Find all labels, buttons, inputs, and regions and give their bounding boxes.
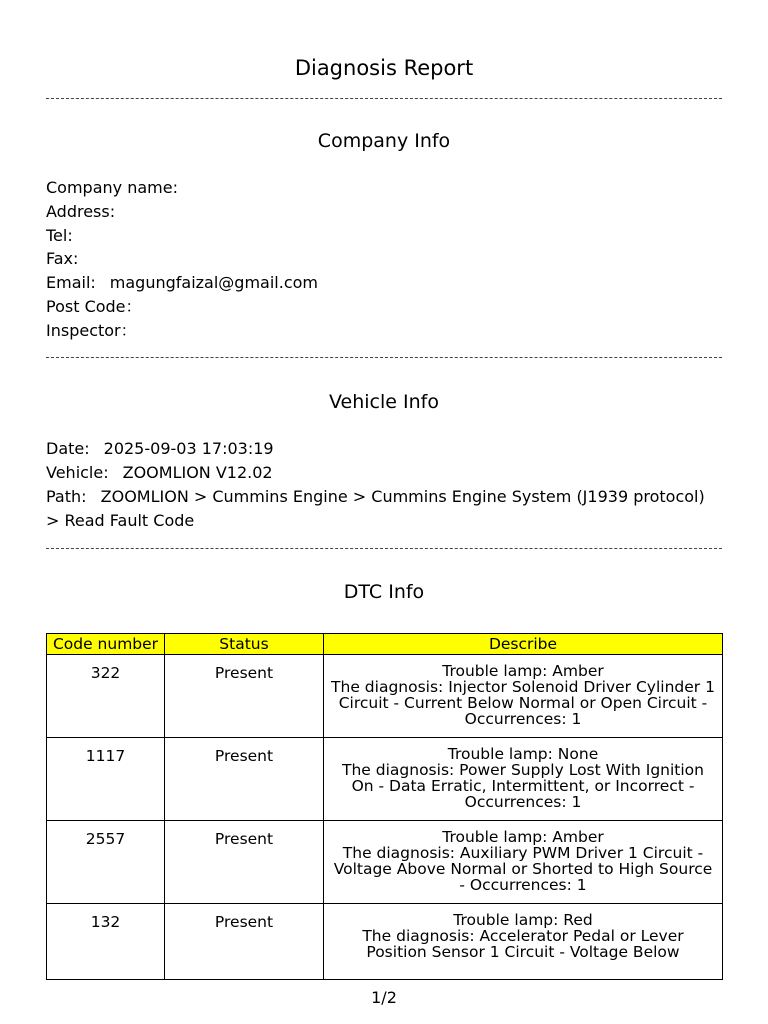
dtc-code: 1117: [47, 738, 165, 821]
company-name-row: [46, 177, 178, 199]
date-label: Date:: [46, 439, 90, 458]
dtc-describe: [324, 904, 723, 980]
address-label: Address:: [46, 202, 116, 221]
address-row: [46, 201, 115, 223]
divider: [46, 357, 722, 358]
dtc-describe: [324, 738, 723, 821]
dtc-diagnosis: The diagnosis: Injector Solenoid Driver Cylinder 1 Circuit - Current Below Normal or Open Circuit - Occurrences: 1: [331, 678, 715, 728]
dtc-describe: [324, 821, 723, 904]
dtc-status: Present: [165, 904, 324, 980]
dtc-lamp: Trouble lamp: Red: [453, 911, 593, 929]
date-row: [46, 438, 274, 460]
email-label: Email:: [46, 273, 96, 292]
post-code-row: [46, 296, 142, 318]
dtc-table: [46, 633, 723, 980]
dtc-lamp: Trouble lamp: Amber: [442, 662, 604, 680]
dtc-code: 132: [47, 904, 165, 980]
vehicle-row: [46, 462, 273, 484]
fax-label: Fax:: [46, 249, 79, 268]
dtc-status: Present: [165, 738, 324, 821]
tel-label: Tel:: [46, 226, 73, 245]
divider: [46, 98, 722, 99]
dtc-code: 2557: [47, 821, 165, 904]
page-number: 1/2: [371, 988, 397, 1007]
table-row: [47, 821, 723, 904]
email-row: [46, 272, 318, 294]
column-header-code: Code number: [47, 634, 165, 655]
dtc-table-header: [47, 634, 723, 655]
table-row: [47, 738, 723, 821]
dtc-lamp: Trouble lamp: None: [447, 745, 599, 763]
inspector-row: [46, 320, 137, 342]
table-row: [47, 904, 723, 980]
dtc-lamp: Trouble lamp: Amber: [442, 828, 604, 846]
dtc-diagnosis: The diagnosis: Accelerator Pedal or Lever Position Sensor 1 Circuit - Voltage Below: [362, 927, 684, 961]
date-value: 2025-09-03 17:03:19: [103, 439, 274, 458]
dtc-diagnosis: The diagnosis: Auxiliary PWM Driver 1 Circuit - Voltage Above Normal or Shorted to High Source - Occurrences: 1: [333, 844, 713, 894]
email-value: magungfaizal@gmail.com: [109, 273, 318, 292]
dtc-status: Present: [165, 821, 324, 904]
dtc-code: 322: [47, 655, 165, 738]
column-header-status: Status: [165, 634, 324, 655]
vehicle-info-heading: Vehicle Info: [329, 391, 439, 413]
inspector-label: Inspector：: [46, 321, 137, 340]
path-value: ZOOMLION > Cummins Engine > Cummins Engine System (J1939 protocol) > Read Fault Code: [46, 487, 705, 530]
dtc-describe: [324, 655, 723, 738]
company-name-label: Company name:: [46, 178, 178, 197]
tel-row: [46, 225, 73, 247]
column-header-describe: Describe: [324, 634, 723, 655]
vehicle-value: ZOOMLION V12.02: [122, 463, 273, 482]
report-title: Diagnosis Report: [294, 56, 474, 80]
fax-row: [46, 248, 78, 270]
dtc-diagnosis: The diagnosis: Power Supply Lost With Ignition On - Data Erratic, Intermittent, or Incorrect - Occurrences: 1: [342, 761, 704, 811]
path-label: Path:: [46, 487, 87, 506]
path-row: [46, 485, 722, 533]
dtc-info-heading: DTC Info: [343, 581, 425, 603]
table-row: [47, 655, 723, 738]
dtc-status: Present: [165, 655, 324, 738]
vehicle-label: Vehicle:: [46, 463, 109, 482]
post-code-label: Post Code：: [46, 297, 142, 316]
divider: [46, 548, 722, 549]
company-info-heading: Company Info: [317, 130, 451, 152]
